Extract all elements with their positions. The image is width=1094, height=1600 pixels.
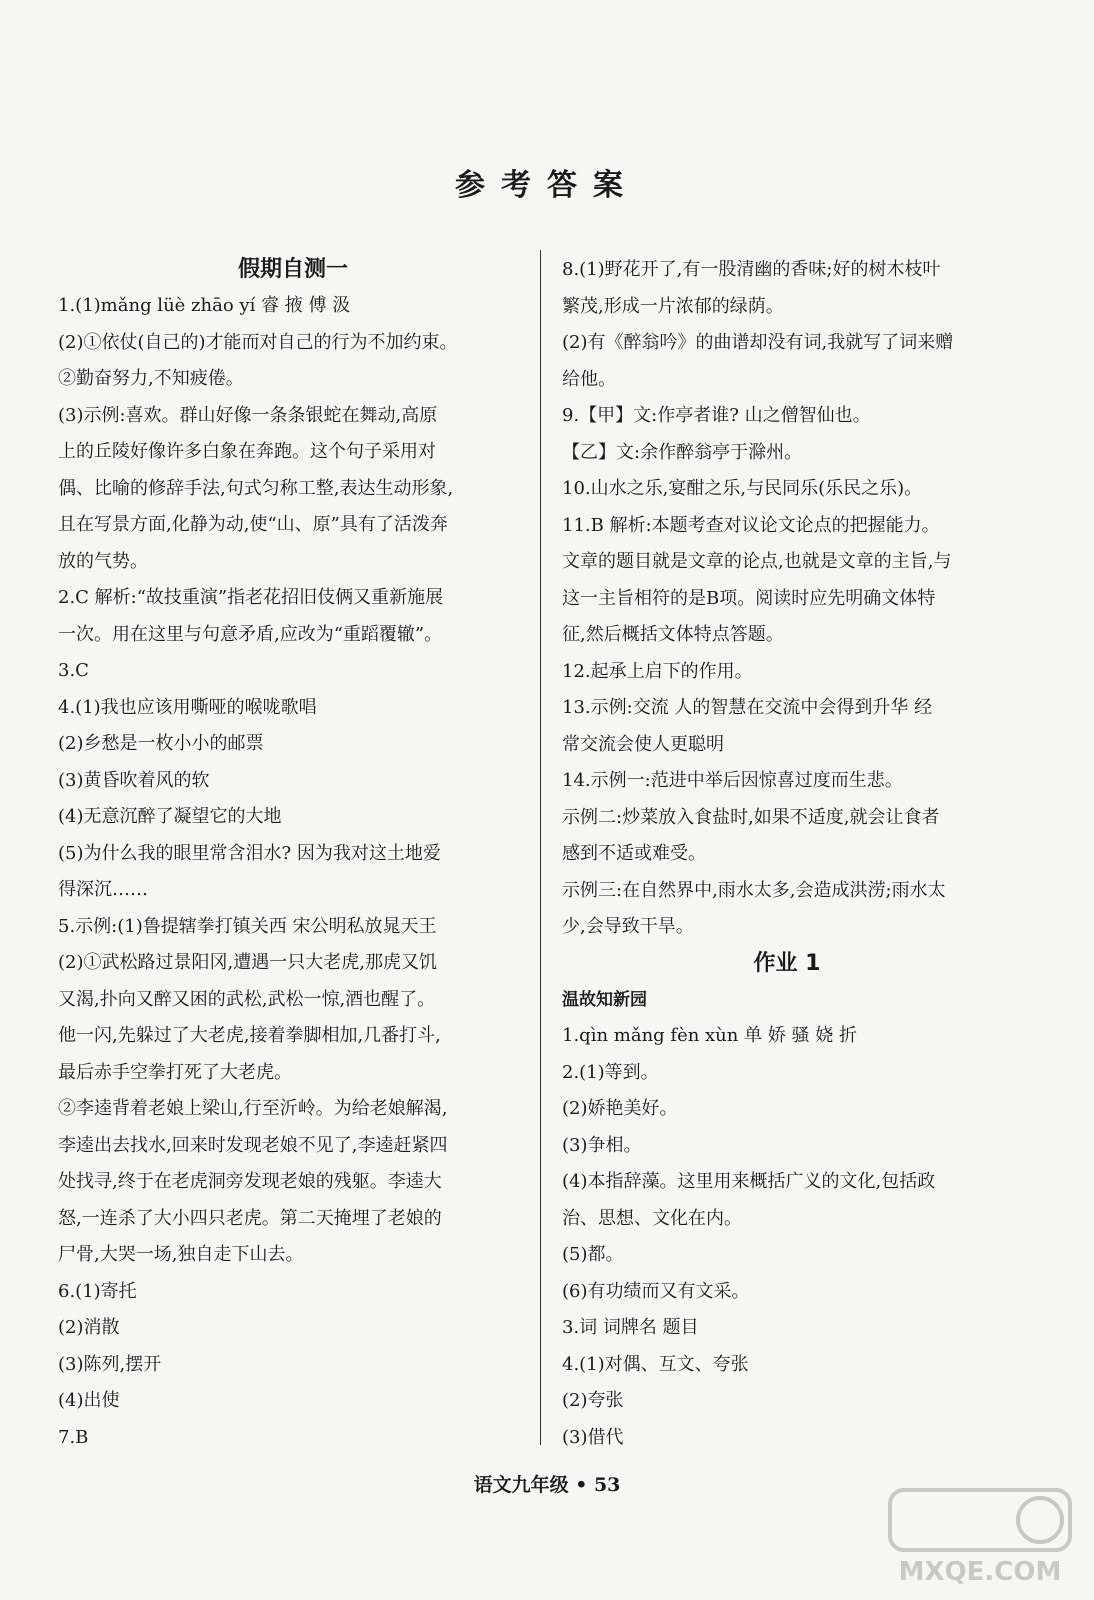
answer-line: 偶、比喻的修辞手法,句式匀称工整,表达生动形象,: [58, 477, 454, 499]
answer-line: 怒,一连杀了大小四只老虎。第二天掩埋了老娘的: [58, 1207, 442, 1229]
answer-line: (4)无意沉醉了凝望它的大地: [58, 806, 282, 827]
answer-line: 4.(1)对偶、互文、夸张: [562, 1353, 749, 1375]
answer-line: 感到不适或难受。: [562, 843, 706, 864]
answer-line: 2.C 解析:“故技重演”指老花招旧伎俩又重新施展: [58, 587, 444, 608]
answer-line: ②李逵背着老娘上梁山,行至沂岭。为给老娘解渴,: [58, 1098, 448, 1119]
answer-line: 他一闪,先躲过了大老虎,接着拳脚相加,几番打斗,: [58, 1025, 441, 1046]
answer-line: (2)①武松路过景阳冈,遭遇一只大老虎,那虎又饥: [58, 952, 437, 973]
answer-line: 2.(1)等到。: [562, 1061, 659, 1083]
answer-line: 4.(1)我也应该用嘶哑的喉咙歌唱: [58, 696, 317, 718]
left-column: [58, 252, 528, 1456]
answer-line: 8.(1)野花开了,有一股清幽的香味;好的树木枝叶: [562, 259, 941, 280]
answer-line: 尸骨,大哭一场,独自走下山去。: [58, 1244, 304, 1265]
answer-line: (4)出使: [58, 1390, 120, 1411]
answer-line: (5)为什么我的眼里常含泪水? 因为我对这土地爱: [58, 842, 441, 864]
answer-line: 12.起承上启下的作用。: [562, 660, 753, 682]
answer-line: (3)示例:喜欢。群山好像一条条银蛇在舞动,高原: [58, 404, 438, 426]
answer-line: 李逵出去找水,回来时发现老娘不见了,李逵赶紧四: [58, 1134, 448, 1156]
answer-line: 放的气势。: [58, 550, 148, 572]
answer-line: 又渴,扑向又醉又困的武松,武松一惊,酒也醒了。: [58, 988, 436, 1010]
answer-line: 示例三:在自然界中,雨水太多,会造成洪涝;雨水太: [562, 879, 946, 901]
answer-line: 10.山水之乐,宴酣之乐,与民同乐(乐民之乐)。: [562, 478, 923, 499]
answer-line: 3.词 词牌名 题目: [562, 1317, 699, 1338]
watermark-text: MXQE.COM: [898, 1557, 1062, 1587]
answer-line: (5)都。: [562, 1244, 624, 1265]
right-column: [562, 252, 1012, 1456]
answer-line: (2)有《醉翁吟》的曲谱却没有词,我就写了词来赠: [562, 332, 954, 353]
answer-line: 治、思想、文化在内。: [562, 1207, 742, 1229]
answer-line: 给他。: [562, 368, 616, 390]
column-divider: [540, 250, 541, 1445]
section-title: 作业 1: [753, 950, 821, 976]
answer-line: 常交流会使人更聪明: [562, 733, 724, 755]
answer-line: (6)有功绩而又有文采。: [562, 1280, 750, 1302]
answer-line: ②勤奋努力,不知疲倦。: [58, 368, 244, 389]
answer-line: (2)消散: [58, 1317, 120, 1338]
answer-line: 一次。用在这里与句意矛盾,应改为“重蹈覆辙”。: [58, 623, 443, 645]
answer-line: (3)黄昏吹着风的软: [58, 769, 210, 791]
answer-line: (2)夸张: [562, 1390, 624, 1411]
answer-line: 上的丘陵好像许多白象在奔跑。这个句子采用对: [58, 441, 436, 462]
answer-line: (3)陈列,摆开: [58, 1353, 162, 1375]
subsection-title: 温故知新园: [562, 989, 647, 1010]
page-title: 参考答案: [455, 168, 639, 203]
answer-line: 【乙】文:余作醉翁亭于滁州。: [562, 441, 803, 463]
answer-line: (2)①依仗(自己的)才能而对自己的行为不加约束。: [58, 331, 458, 353]
answer-line: 得深沉……: [58, 879, 148, 900]
answer-line: (2)娇艳美好。: [562, 1098, 678, 1119]
answer-line: 繁茂,形成一片浓郁的绿荫。: [562, 295, 784, 317]
answer-line: 少,会导致干旱。: [562, 916, 694, 937]
answer-line: 11.B 解析:本题考查对议论文论点的把握能力。: [562, 514, 940, 536]
answer-line: 9.【甲】文:作亭者谁? 山之僧智仙也。: [562, 405, 871, 426]
answer-line: 1.(1)mǎng lüè zhāo yí 睿 掖 傅 汲: [58, 295, 351, 316]
answer-line: 7.B: [58, 1426, 89, 1448]
answer-line: 文章的题目就是文章的论点,也就是文章的主旨,与: [562, 551, 952, 572]
answer-line: (2)乡愁是一枚小小的邮票: [58, 733, 264, 754]
answer-line: (4)本指辞藻。这里用来概括广义的文化,包括政: [562, 1171, 936, 1192]
answer-line: 1.qìn mǎng fèn xùn 单 娇 骚 娆 折: [562, 1025, 857, 1046]
answer-line: (3)争相。: [562, 1134, 642, 1156]
answer-line: 5.示例:(1)鲁提辖拳打镇关西 宋公明私放晁天王: [58, 915, 437, 937]
answer-line: 6.(1)寄托: [58, 1280, 137, 1302]
answer-line: 征,然后概括文体特点答题。: [562, 624, 784, 645]
answer-line: 这一主旨相符的是B项。阅读时应先明确文体特: [562, 587, 936, 609]
answer-line: 且在写景方面,化静为动,使“山、原”具有了活泼奔: [58, 514, 448, 535]
answer-line: 处找寻,终于在老虎洞旁发现老娘的残躯。李逵大: [58, 1171, 442, 1192]
answer-line: 示例二:炒菜放入食盐时,如果不适度,就会让食者: [562, 806, 940, 828]
answer-line: (3)借代: [562, 1426, 624, 1448]
page-footer: 语文九年级 • 53: [473, 1474, 621, 1496]
watermark-logo: [880, 1480, 1080, 1590]
answer-line: 13.示例:交流 人的智慧在交流中会得到升华 经: [562, 697, 933, 718]
answer-line: 3.C: [58, 660, 89, 681]
section-title: 假期自测一: [237, 257, 348, 282]
answer-line: 14.示例一:范进中举后因惊喜过度而生悲。: [562, 770, 903, 791]
answer-line: 最后赤手空拳打死了大老虎。: [58, 1061, 292, 1083]
